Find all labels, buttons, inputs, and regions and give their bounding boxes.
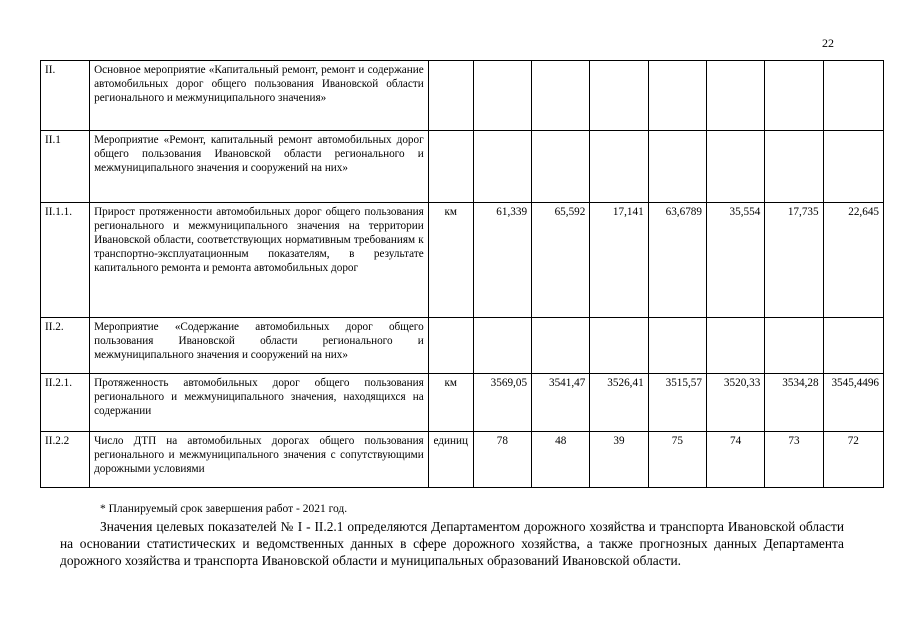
row-code: II.2.2 — [41, 432, 90, 488]
table-row — [41, 61, 884, 131]
value-cell — [648, 131, 706, 203]
value-cell: 65,592 — [532, 203, 590, 318]
row-code: II.1 — [41, 131, 90, 203]
value-cell — [532, 131, 590, 203]
value-cell: 72 — [823, 432, 883, 488]
row-code: II. — [41, 61, 90, 131]
value-cell — [706, 318, 764, 374]
value-cell — [823, 61, 883, 131]
value-cell — [590, 131, 648, 203]
row-description: Мероприятие «Ремонт, капитальный ремонт автомобильных дорог общего пользования Ивановской области регионального и межмуниципального значения и сооружений на них» — [90, 131, 429, 203]
value-cell — [823, 318, 883, 374]
row-unit: единиц — [428, 432, 473, 488]
indicators-table — [40, 60, 884, 488]
value-cell: 39 — [590, 432, 648, 488]
table-row — [41, 203, 884, 318]
value-cell — [648, 318, 706, 374]
value-cell: 74 — [706, 432, 764, 488]
value-cell — [473, 61, 531, 131]
value-cell — [532, 318, 590, 374]
value-cell — [706, 61, 764, 131]
value-cell — [765, 61, 823, 131]
row-description: Протяженность автомобильных дорог общего пользования регионального и межмуниципального значения, находящихся на содержании — [90, 374, 429, 432]
value-cell: 17,735 — [765, 203, 823, 318]
row-unit: км — [428, 374, 473, 432]
value-cell — [765, 318, 823, 374]
value-cell — [532, 61, 590, 131]
table-row — [41, 318, 884, 374]
value-cell: 3526,41 — [590, 374, 648, 432]
value-cell — [765, 131, 823, 203]
value-cell: 17,141 — [590, 203, 648, 318]
table-row — [41, 432, 884, 488]
value-cell — [706, 131, 764, 203]
value-cell — [648, 61, 706, 131]
row-description: Основное мероприятие «Капитальный ремонт, ремонт и содержание автомобильных дорог общего пользования Ивановской области регионального и межмуниципального значения» — [90, 61, 429, 131]
value-cell: 22,645 — [823, 203, 883, 318]
footnote: * Планируемый срок завершения работ - 2021 год. — [100, 503, 348, 515]
value-cell: 3534,28 — [765, 374, 823, 432]
row-code: II.2. — [41, 318, 90, 374]
value-cell: 3541,47 — [532, 374, 590, 432]
row-description: Мероприятие «Содержание автомобильных дорог общего пользования Ивановской области регионального и межмуниципального значения и сооружений на них» — [90, 318, 429, 374]
value-cell — [590, 318, 648, 374]
value-cell: 3515,57 — [648, 374, 706, 432]
table-row — [41, 131, 884, 203]
value-cell — [473, 318, 531, 374]
row-description: Число ДТП на автомобильных дорогах общего пользования регионального и межмуниципального значения с сопутствующими дорожными условиями — [90, 432, 429, 488]
notes-paragraph: Значения целевых показателей № I - II.2.1 определяются Департаментом дорожного хозяйства и транспорта Ивановской области на основании статистических и ведомственных данных в сфере дорожного хозяйства, а также прогнозных данных Департамента дорожного хозяйства и транспорта Ивановской области и муниципальных образований Ивановской области. — [60, 519, 844, 568]
value-cell — [823, 131, 883, 203]
value-cell: 3520,33 — [706, 374, 764, 432]
row-unit — [428, 131, 473, 203]
value-cell: 3545,4496 — [823, 374, 883, 432]
value-cell: 3569,05 — [473, 374, 531, 432]
value-cell: 61,339 — [473, 203, 531, 318]
value-cell: 35,554 — [706, 203, 764, 318]
value-cell: 78 — [473, 432, 531, 488]
row-unit: км — [428, 203, 473, 318]
value-cell — [473, 131, 531, 203]
row-code: II.1.1. — [41, 203, 90, 318]
value-cell: 63,6789 — [648, 203, 706, 318]
row-unit — [428, 61, 473, 131]
value-cell — [590, 61, 648, 131]
value-cell: 48 — [532, 432, 590, 488]
value-cell: 73 — [765, 432, 823, 488]
row-description: Прирост протяженности автомобильных дорог общего пользования регионального и межмуниципального значения на территории Ивановской области, соответствующих нормативным требованиям к транспортно-эксплуатационным показателям, в результате капитального ремонта и ремонта автомобильных дорог — [90, 203, 429, 318]
table-row — [41, 374, 884, 432]
row-unit — [428, 318, 473, 374]
row-code: II.2.1. — [41, 374, 90, 432]
value-cell: 75 — [648, 432, 706, 488]
page-number: 22 — [822, 36, 834, 50]
